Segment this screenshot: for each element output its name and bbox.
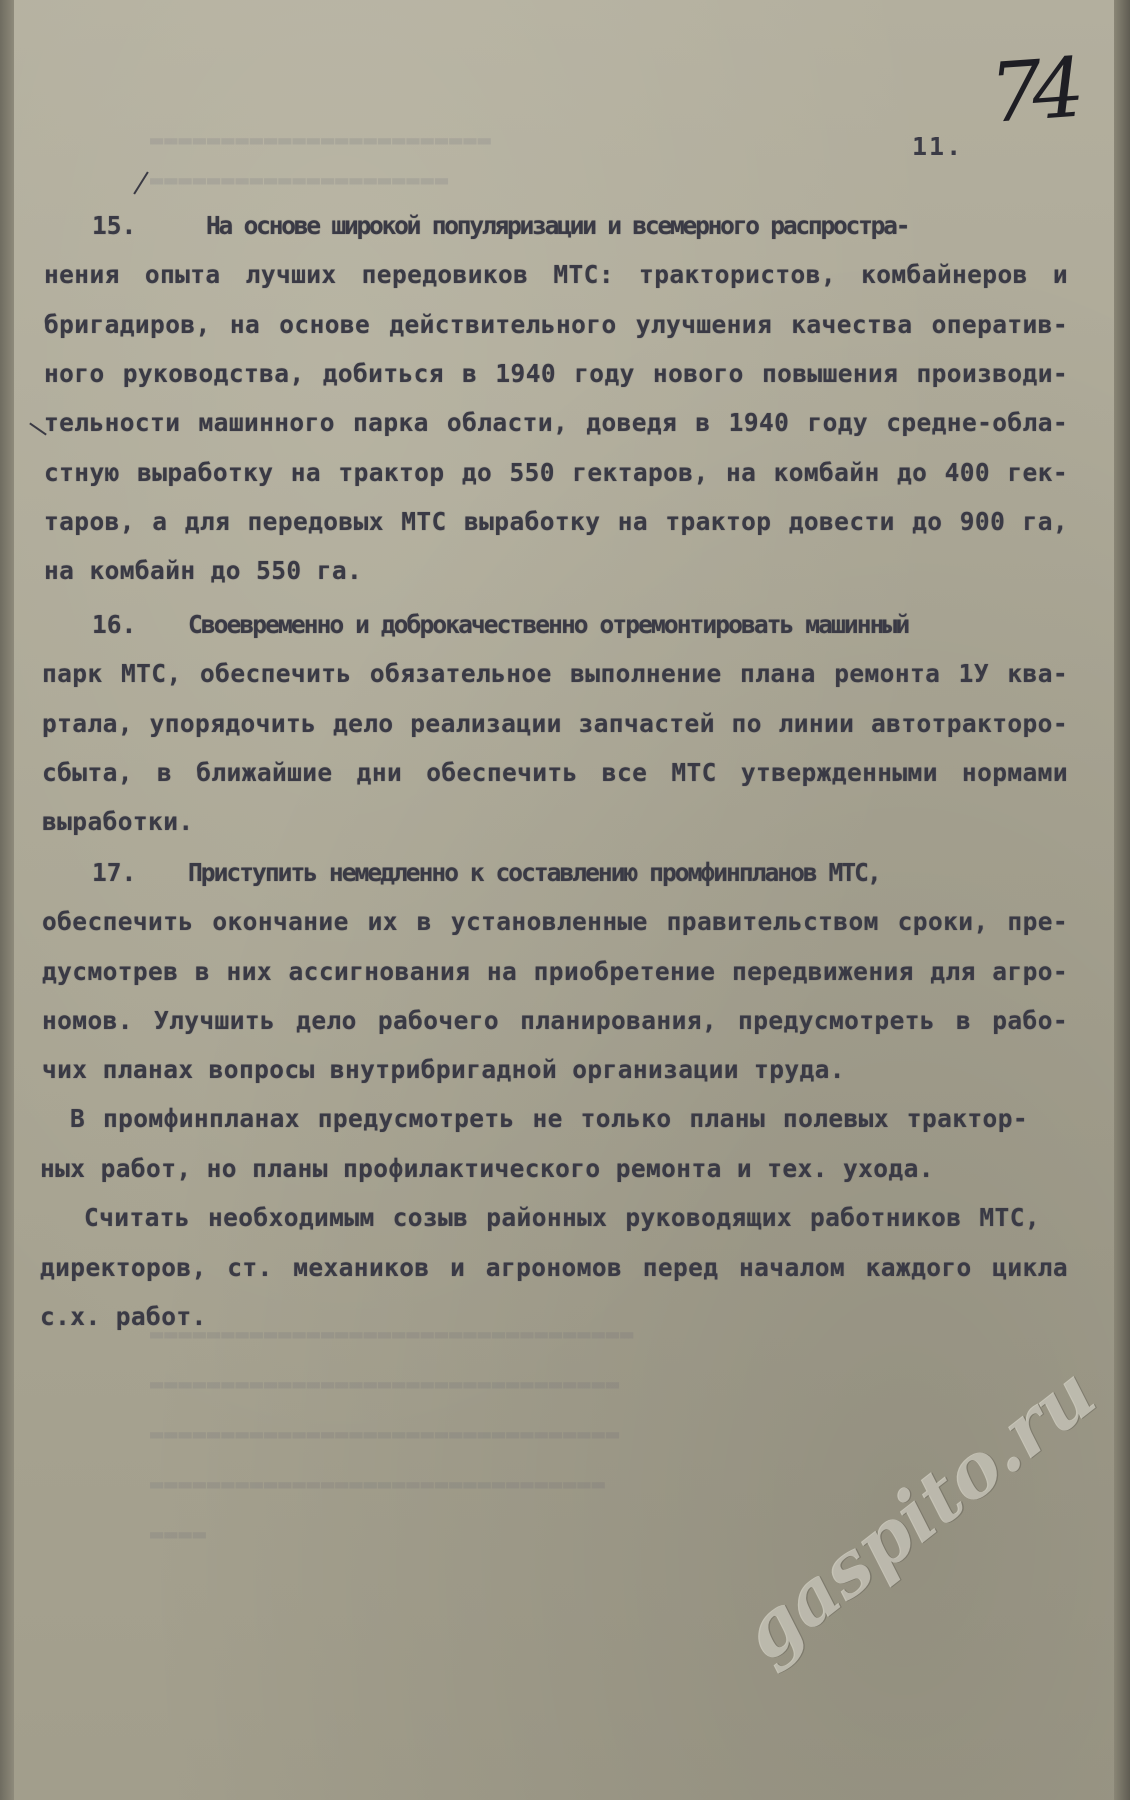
bleed-through-text: ▬▬▬▬▬▬▬▬▬▬▬▬▬▬▬▬▬▬▬▬▬▬▬▬▬▬▬▬▬▬▬▬▬ — [150, 1372, 621, 1397]
text-line: ного руководства, добиться в 1940 году нового повышения производи- — [44, 358, 1068, 388]
bleed-through-text: ▬▬▬▬ — [150, 1522, 207, 1547]
bleed-through-text: ▬▬▬▬▬▬▬▬▬▬▬▬▬▬▬▬▬▬▬▬▬▬▬▬ — [150, 128, 492, 153]
page-left-edge — [0, 0, 14, 1800]
text-line: ртала, упорядочить дело реализации запчастей по линии автотракторо- — [42, 708, 1068, 738]
pencil-mark — [133, 171, 148, 194]
text-line: выработки. — [42, 807, 194, 837]
text-line: бригадиров, на основе действительного улучшения качества оператив- — [44, 309, 1068, 339]
text-line: на комбайн до 550 га. — [44, 556, 363, 586]
text-line: парк МТС, обеспечить обязательное выполнение плана ремонта 1У ква- — [42, 659, 1068, 689]
text-line: тельности машинного парка области, доведя в 1940 году средне-обла- — [44, 408, 1068, 438]
paragraph-number: 17. — [92, 858, 137, 887]
text-line: с.х. работ. — [40, 1302, 207, 1331]
bleed-through-text: ▬▬▬▬▬▬▬▬▬▬▬▬▬▬▬▬▬▬▬▬▬▬▬▬▬▬▬▬▬▬▬▬▬▬ — [150, 1322, 635, 1347]
text-line: Приступить немедленно к составлению промфинпланов МТС, — [188, 858, 880, 887]
text-line: В промфинпланах предусмотреть не только планы полевых трактор- — [70, 1104, 1029, 1133]
text-line: сбыта, в ближайшие дни обеспечить все МТС утвержденными нормами — [42, 757, 1068, 787]
text-line: чих планах вопросы внутрибригадной организации труда. — [42, 1055, 845, 1085]
page-right-edge — [1114, 0, 1130, 1800]
text-line: ных работ, но планы профилактического ремонта и тех. ухода. — [40, 1154, 934, 1183]
paragraph-number: 16. — [92, 610, 137, 639]
text-line: стную выработку на трактор до 550 гектаров, на комбайн до 400 гек- — [44, 457, 1069, 487]
text-line: нения опыта лучших передовиков МТС: трактористов, комбайнеров и — [44, 260, 1068, 290]
paragraph-number: 15. — [92, 211, 137, 240]
text-line: номов. Улучшить дело рабочего планирования, предусмотреть в рабо- — [42, 1005, 1068, 1035]
text-line: Своевременно и доброкачественно отремонтировать машинный — [188, 610, 909, 639]
text-line: дусмотрев в них ассигнования на приобретение передвижения для агро- — [42, 956, 1069, 986]
text-line: обеспечить окончание их в установленные правительством сроки, пре- — [42, 907, 1069, 937]
page-number: 11. — [912, 132, 964, 161]
text-line: директоров, ст. механиков и агрономов перед началом каждого цикла — [40, 1252, 1068, 1282]
watermark: gaspito.ru — [726, 1350, 1112, 1678]
bleed-through-text: ▬▬▬▬▬▬▬▬▬▬▬▬▬▬▬▬▬▬▬▬▬ — [150, 168, 450, 193]
text-line: Считать необходимым созыв районных руководящих работников МТС, — [84, 1203, 1040, 1232]
archive-folio-number: 74 — [986, 41, 1078, 142]
text-line: таров, а для передовых МТС выработку на трактор довести до 900 га, — [44, 506, 1069, 536]
bleed-through-text: ▬▬▬▬▬▬▬▬▬▬▬▬▬▬▬▬▬▬▬▬▬▬▬▬▬▬▬▬▬▬▬▬▬ — [150, 1422, 621, 1447]
bleed-through-text: ▬▬▬▬▬▬▬▬▬▬▬▬▬▬▬▬▬▬▬▬▬▬▬▬▬▬▬▬▬▬▬▬ — [150, 1472, 606, 1497]
text-line: На основе широкой популяризации и всемерного распростра- — [206, 211, 909, 240]
